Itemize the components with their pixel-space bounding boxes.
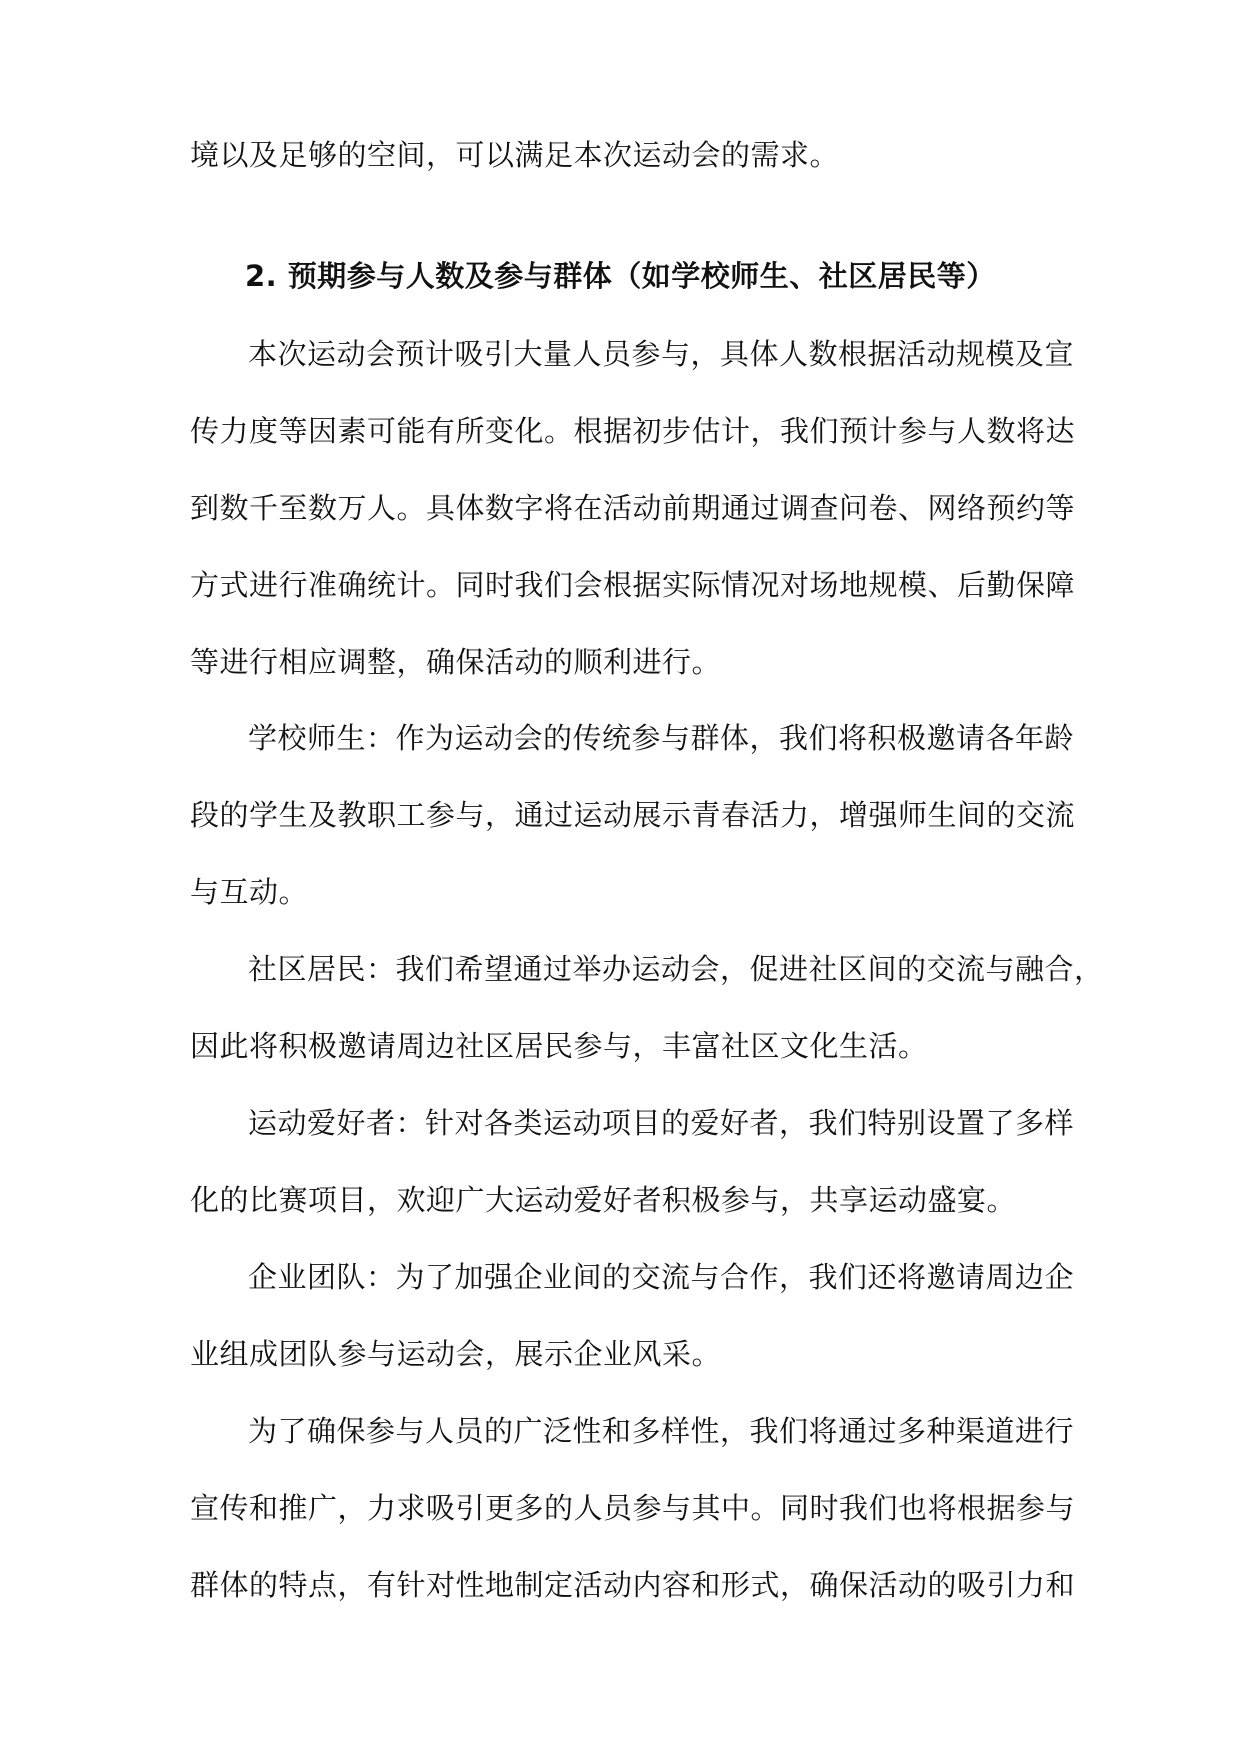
paragraph-line: 传力度等因素可能有所变化。根据初步估计，我们预计参与人数将达	[190, 414, 1076, 448]
paragraph-line: 到数千至数万人。具体数字将在活动前期通过调查问卷、网络预约等	[190, 491, 1076, 525]
paragraph-line: 段的学生及教职工参与，通过运动展示青春活力，增强师生间的交流	[190, 798, 1076, 832]
paragraph-line: 宣传和推广，力求吸引更多的人员参与其中。同时我们也将根据参与	[190, 1491, 1076, 1525]
section-heading: 2. 预期参与人数及参与群体（如学校师生、社区居民等）	[245, 259, 996, 293]
paragraph-line: 业组成团队参与运动会，展示企业风采。	[190, 1337, 722, 1371]
paragraph-line: 学校师生：作为运动会的传统参与群体，我们将积极邀请各年龄	[248, 721, 1075, 755]
paragraph-line: 为了确保参与人员的广泛性和多样性，我们将通过多种渠道进行	[248, 1414, 1075, 1448]
continuation-line: 境以及足够的空间，可以满足本次运动会的需求。	[190, 138, 840, 172]
paragraph-line: 运动爱好者：针对各类运动项目的爱好者，我们特别设置了多样	[248, 1106, 1075, 1140]
paragraph-line: 化的比赛项目，欢迎广大运动爱好者积极参与，共享运动盛宴。	[190, 1183, 1017, 1217]
paragraph-line: 企业团队：为了加强企业间的交流与合作，我们还将邀请周边企	[248, 1260, 1075, 1294]
paragraph-line: 社区居民：我们希望通过举办运动会，促进社区间的交流与融合，	[248, 952, 1104, 986]
paragraph-line: 因此将积极邀请周边社区居民参与，丰富社区文化生活。	[190, 1029, 928, 1063]
paragraph-line: 本次运动会预计吸引大量人员参与，具体人数根据活动规模及宣	[248, 337, 1075, 371]
paragraph-line: 等进行相应调整，确保活动的顺利进行。	[190, 645, 722, 679]
paragraph-line: 与互动。	[190, 875, 309, 909]
paragraph-line: 方式进行准确统计。同时我们会根据实际情况对场地规模、后勤保障	[190, 568, 1076, 602]
paragraph-line: 群体的特点，有针对性地制定活动内容和形式，确保活动的吸引力和	[190, 1568, 1076, 1602]
